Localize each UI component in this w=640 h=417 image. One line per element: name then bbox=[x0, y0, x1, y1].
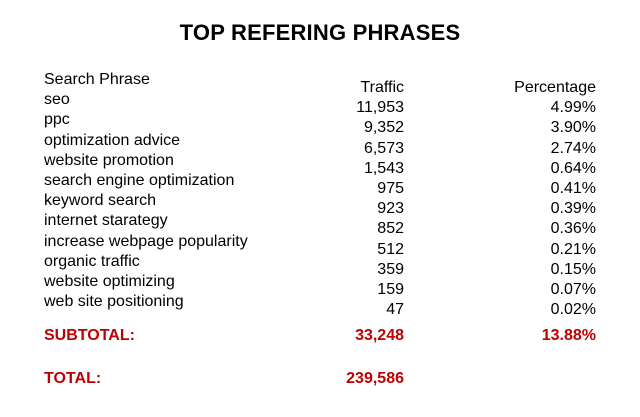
subtotal-traffic: 33,248 bbox=[355, 327, 404, 344]
percentage-cell: 4.99% bbox=[550, 99, 596, 117]
phrase-cell: ppc bbox=[44, 111, 70, 129]
phrase-cell: increase webpage popularity bbox=[44, 232, 248, 250]
header-search-phrase: Search Phrase bbox=[44, 71, 150, 88]
phrase-column bbox=[44, 70, 344, 312]
phrase-cell: optimization advice bbox=[44, 131, 181, 149]
percentage-cell: 2.74% bbox=[550, 139, 596, 157]
traffic-cell: 923 bbox=[377, 200, 404, 218]
traffic-column bbox=[320, 70, 404, 320]
phrase-cell: web site positioning bbox=[44, 293, 184, 311]
subtotal-label: SUBTOTAL: bbox=[44, 327, 135, 344]
phrase-cell: website promotion bbox=[44, 151, 174, 169]
phrase-cell: search engine optimization bbox=[44, 171, 235, 189]
traffic-cell: 512 bbox=[377, 240, 404, 258]
percentage-cell: 0.36% bbox=[550, 220, 596, 238]
percentage-cell: 0.21% bbox=[550, 240, 596, 258]
percentage-cell: 0.41% bbox=[550, 179, 596, 197]
phrase-cell: website optimizing bbox=[44, 272, 175, 290]
subtotal-percentage: 13.88% bbox=[541, 327, 596, 344]
traffic-cell: 6,573 bbox=[363, 139, 404, 157]
page-title: TOP REFERING PHRASES bbox=[179, 20, 461, 45]
percentage-cell: 0.02% bbox=[550, 301, 596, 319]
traffic-cell: 11,953 bbox=[356, 99, 404, 117]
header-traffic: Traffic bbox=[360, 79, 404, 96]
traffic-cell: 852 bbox=[377, 220, 404, 238]
header-percentage: Percentage bbox=[514, 79, 596, 96]
phrase-cell: internet starategy bbox=[44, 212, 168, 230]
phrase-cell: keyword search bbox=[44, 192, 157, 210]
percentage-cell: 0.15% bbox=[550, 260, 596, 278]
percentage-cell: 3.90% bbox=[550, 119, 596, 137]
traffic-cell: 9,352 bbox=[363, 119, 404, 137]
total-label: TOTAL: bbox=[44, 370, 102, 387]
phrase-cell: organic traffic bbox=[44, 252, 140, 270]
percentage-cell: 0.64% bbox=[550, 159, 596, 177]
total-traffic: 239,586 bbox=[346, 370, 404, 387]
traffic-cell: 47 bbox=[386, 301, 404, 319]
percentage-column bbox=[470, 70, 596, 320]
traffic-cell: 1,543 bbox=[363, 159, 404, 177]
percentage-cell: 0.39% bbox=[550, 200, 596, 218]
percentage-cell: 0.07% bbox=[550, 280, 596, 298]
traffic-cell: 975 bbox=[377, 179, 404, 197]
phrase-cell: seo bbox=[44, 91, 70, 109]
traffic-cell: 159 bbox=[377, 280, 404, 298]
traffic-cell: 359 bbox=[377, 260, 404, 278]
